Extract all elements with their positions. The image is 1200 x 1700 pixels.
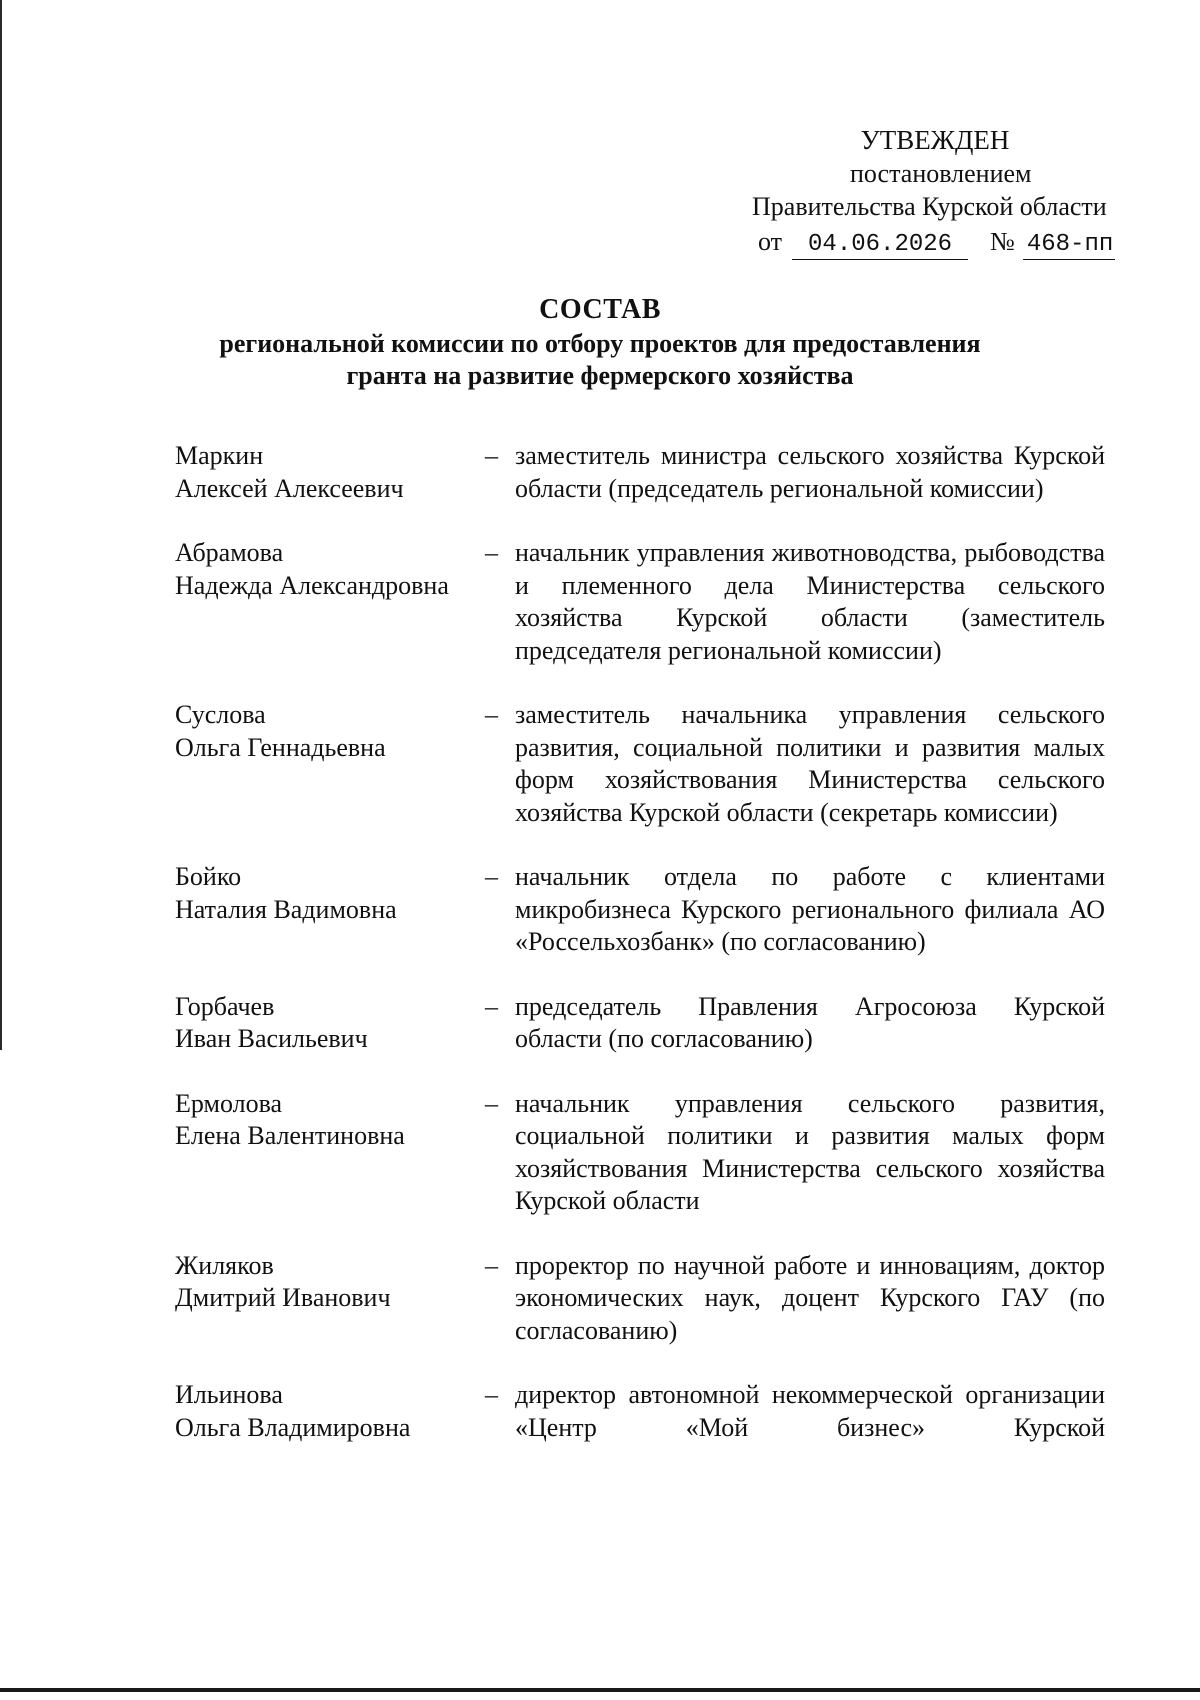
member-role: проректор по научной работе и инновациям, доктор экономических наук, доцент Курского ГАУ (по согласованию) bbox=[515, 1250, 1105, 1345]
date-prefix: от bbox=[758, 227, 783, 256]
member-dash: – bbox=[485, 991, 498, 1021]
member-surname: Бойко bbox=[175, 862, 242, 891]
member-role: председатель Правления Агросоюза Курской области (по согласованию) bbox=[515, 991, 1105, 1053]
member-entry bbox=[175, 991, 1105, 1056]
member-entry bbox=[175, 1379, 1105, 1444]
document-title bbox=[140, 292, 1060, 392]
member-dash: – bbox=[485, 862, 498, 891]
member-surname: Ильинова bbox=[175, 1380, 283, 1409]
member-surname: Ермолова bbox=[175, 1088, 283, 1118]
member-surname: Маркин bbox=[175, 441, 264, 470]
member-name bbox=[175, 861, 485, 959]
decree-number: 468-пп bbox=[1023, 231, 1115, 260]
member-role: директор автономной некоммерческой организации «Центр «Мой бизнес» Курской bbox=[515, 1380, 1105, 1442]
member-dash: – bbox=[485, 538, 498, 567]
member-name bbox=[175, 440, 485, 505]
member-role: заместитель министра сельского хозяйства Курской области (председатель региональной комиссии) bbox=[515, 441, 1105, 503]
member-name bbox=[175, 991, 485, 1056]
number-sign: № bbox=[990, 227, 1015, 256]
approval-heading: УТВЕЖДЕН bbox=[860, 125, 1010, 155]
title-line-1: региональной комиссии по отбору проектов для предоставления bbox=[219, 329, 981, 358]
member-name bbox=[175, 699, 485, 829]
approval-date-line bbox=[700, 225, 1120, 260]
member-name bbox=[175, 1088, 485, 1218]
member-given-names: Алексей Алексеевич bbox=[175, 473, 404, 503]
member-given-names: Иван Васильевич bbox=[175, 1024, 368, 1053]
member-surname: Суслова bbox=[175, 700, 266, 729]
member-role: начальник управления животноводства, рыбоводства и племенного дела Министерства сельского хозяйства Курской области (заместитель председателя региональной комиссии) bbox=[515, 538, 1105, 665]
member-dash: – bbox=[485, 1250, 498, 1280]
member-name bbox=[175, 1379, 485, 1444]
decree-date: 04.06.2026 bbox=[792, 231, 968, 260]
member-entry bbox=[175, 861, 1105, 959]
scan-edge-left bbox=[0, 0, 2, 1050]
member-role: заместитель начальника управления сельского развития, социальной политики и развития малых форм хозяйствования Министерства сельского хозяйства Курской области (секретарь комиссии) bbox=[515, 700, 1105, 827]
member-given-names: Елена Валентиновна bbox=[175, 1121, 405, 1150]
member-entry bbox=[175, 537, 1105, 667]
member-dash: – bbox=[485, 700, 498, 729]
member-given-names: Ольга Владимировна bbox=[175, 1412, 411, 1442]
member-role: начальник управления сельского развития, социальной политики и развития малых форм хозяйствования Министерства сельского хозяйства Курской области bbox=[515, 1088, 1105, 1215]
member-entry bbox=[175, 1088, 1105, 1218]
member-name bbox=[175, 1250, 485, 1348]
member-given-names: Надежда Александровна bbox=[175, 570, 449, 600]
member-entry bbox=[175, 440, 1105, 505]
member-given-names: Дмитрий Иванович bbox=[175, 1283, 391, 1312]
member-surname: Горбачев bbox=[175, 991, 275, 1021]
approval-stamp bbox=[700, 124, 1120, 260]
approval-government: Правительства Курской области bbox=[752, 192, 1107, 221]
member-name bbox=[175, 537, 485, 667]
member-entry bbox=[175, 699, 1105, 829]
scan-edge-bottom bbox=[0, 1688, 1200, 1692]
member-role: начальник отдела по работе с клиентами микробизнеса Курского регионального филиала АО «Россельхозбанк» (по согласованию) bbox=[515, 862, 1105, 956]
members-list bbox=[175, 440, 1105, 1476]
member-dash: – bbox=[485, 1380, 498, 1409]
title-main: СОСТАВ bbox=[539, 294, 661, 325]
member-given-names: Наталия Вадимовна bbox=[175, 894, 397, 924]
approval-decree: постановлением bbox=[850, 159, 1032, 188]
title-line-2: гранта на развитие фермерского хозяйства bbox=[346, 361, 854, 390]
member-surname: Жиляков bbox=[175, 1250, 274, 1280]
member-dash: – bbox=[485, 1088, 498, 1118]
member-surname: Абрамова bbox=[175, 538, 284, 567]
member-dash: – bbox=[485, 441, 498, 470]
member-entry bbox=[175, 1250, 1105, 1348]
member-given-names: Ольга Геннадьевна bbox=[175, 732, 386, 762]
